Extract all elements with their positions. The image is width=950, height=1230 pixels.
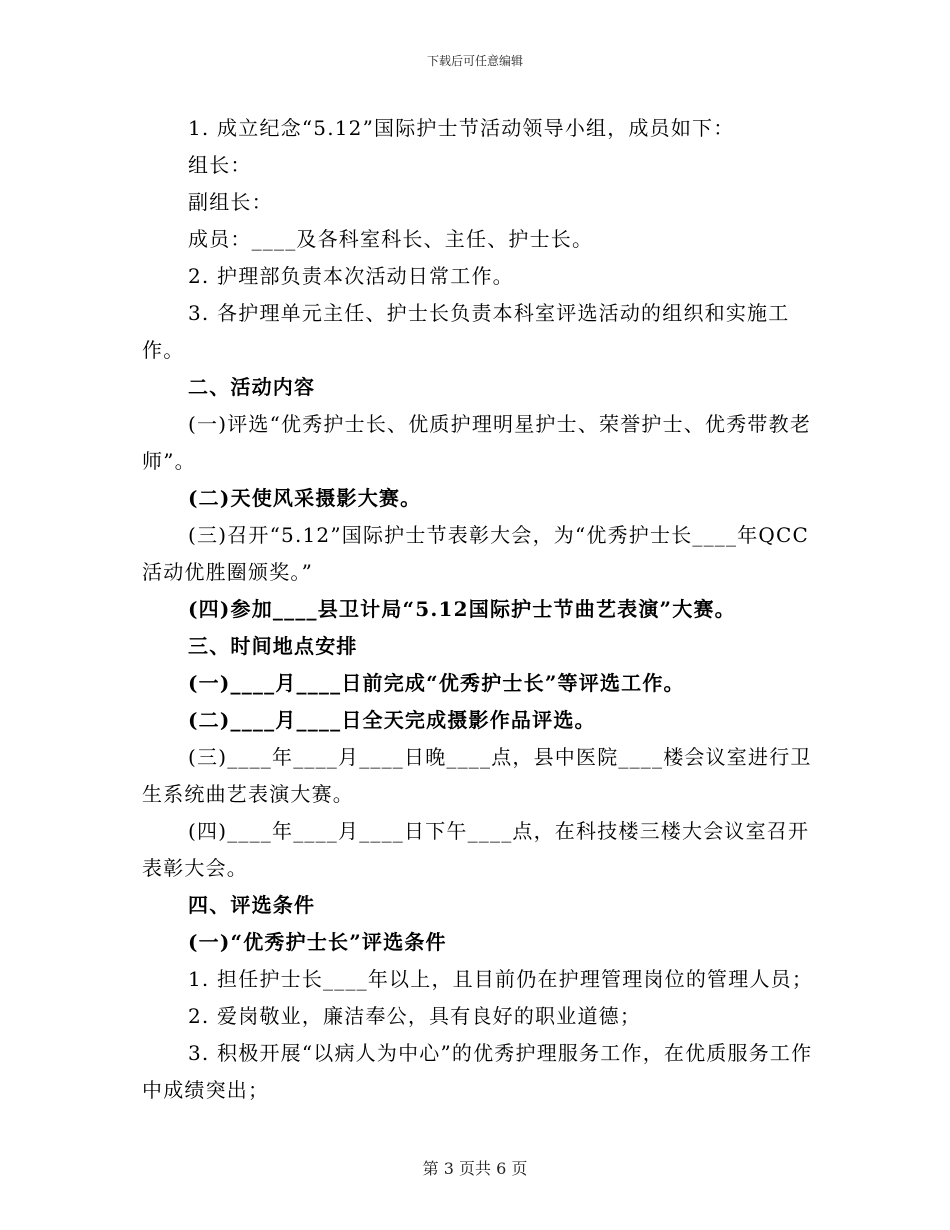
paragraph-1: 1. 成立纪念“5.12”国际护士节活动领导小组，成员如下：	[188, 116, 735, 140]
section-heading-3: 三、时间地点安排	[188, 634, 358, 658]
section-heading-4: 四、评选条件	[188, 893, 316, 917]
paragraph-11: (四)参加____县卫计局“5.12国际护士节曲艺表演”大赛。	[188, 597, 736, 621]
paragraph-19: 1. 担任护士长____年以上，且目前仍在护理管理岗位的管理人员；	[188, 967, 814, 991]
paragraph-10: (三)召开“5.12”国际护士节表彰大会，为“优秀护士长____年QCC活动优胜圈颁奖。”	[142, 523, 810, 584]
paragraph-16: (四)____年____月____日下午____点，在科技楼三楼大会议室召开表彰大会。	[142, 819, 810, 880]
document-body	[142, 110, 814, 1109]
section-heading-2: 二、活动内容	[188, 375, 316, 399]
paragraph-13: (一)____月____日前完成“优秀护士长”等评选工作。	[188, 671, 685, 695]
paragraph-2: 组长：	[188, 153, 252, 177]
paragraph-4: 成员：____及各科室科长、主任、护士长。	[188, 227, 594, 251]
paragraph-20: 2. 爱岗敬业，廉洁奉公，具有良好的职业道德；	[188, 1004, 642, 1028]
paragraph-21: 3. 积极开展“以病人为中心”的优秀护理服务工作，在优质服务工作中成绩突出；	[142, 1041, 813, 1102]
page-header: 下载后可任意编辑	[426, 54, 523, 68]
subsection-heading: (一)“优秀护士长”评选条件	[188, 930, 447, 954]
paragraph-5: 2. 护理部负责本次活动日常工作。	[188, 264, 514, 288]
paragraph-14: (二)____月____日全天完成摄影作品评选。	[188, 708, 596, 732]
page-footer: 第 3 页共 6 页	[422, 1159, 528, 1178]
paragraph-6: 3. 各护理单元主任、护士长负责本科室评选活动的组织和实施工作。	[142, 301, 790, 362]
paragraph-3: 副组长：	[188, 190, 273, 214]
paragraph-15: (三)____年____月____日晚____点，县中医院____楼会议室进行卫生系统曲艺表演大赛。	[142, 745, 812, 806]
paragraph-9: (二)天使风采摄影大赛。	[188, 486, 422, 510]
paragraph-8: (一)评选“优秀护士长、优质护理明星护士、荣誉护士、优秀带教老师”。	[142, 412, 812, 473]
